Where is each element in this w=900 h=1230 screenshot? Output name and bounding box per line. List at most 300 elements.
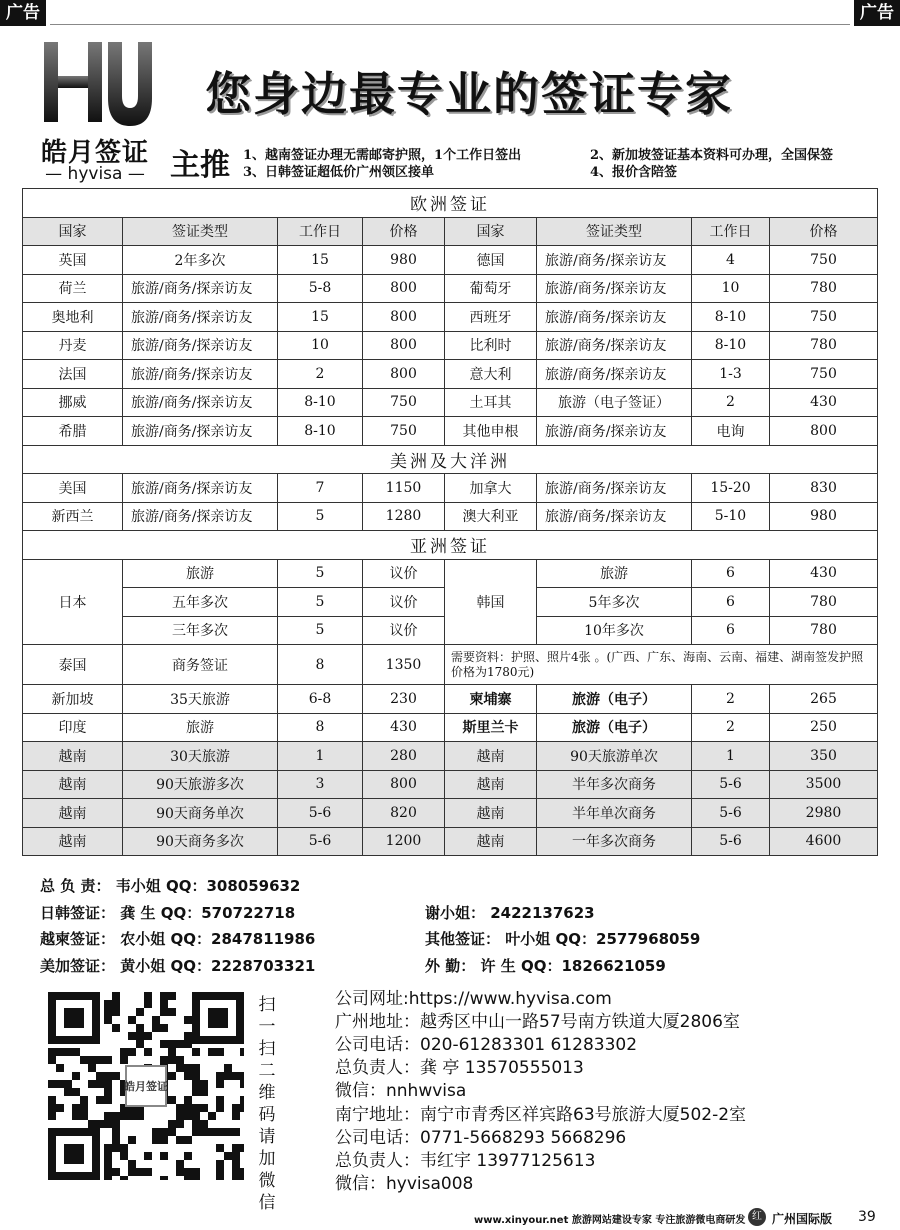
qr-module	[160, 1128, 168, 1136]
table-cell: 10	[278, 331, 363, 360]
qr-module	[120, 1144, 128, 1152]
table-cell: 旅游/商务/探亲访友	[537, 274, 692, 303]
qr-module	[168, 1072, 176, 1080]
page-footer	[0, 1206, 900, 1230]
qr-module	[104, 1008, 112, 1016]
qr-module	[120, 1152, 128, 1160]
table-row	[23, 742, 878, 771]
table-cell: 旅游	[123, 559, 278, 588]
table-cell: 35天旅游	[123, 685, 278, 714]
contact-main: 总 负 责： 韦小姐 QQ：308059632	[40, 877, 301, 895]
qr-module	[72, 1104, 80, 1112]
qr-module	[80, 1096, 88, 1104]
qr-module	[128, 1032, 136, 1040]
table-row	[23, 417, 878, 446]
qr-module	[192, 1112, 200, 1120]
qr-module	[176, 1064, 184, 1072]
qr-module	[48, 1080, 56, 1088]
table-cell: 半年单次商务	[537, 799, 692, 828]
qr-module	[80, 1112, 88, 1120]
qr-module	[176, 1168, 184, 1176]
column-header: 签证类型	[123, 217, 278, 246]
qr-module	[176, 1104, 184, 1112]
table-cell: 希腊	[23, 417, 123, 446]
qr-module	[104, 1168, 112, 1176]
qr-module	[216, 1080, 224, 1088]
qr-module	[112, 992, 120, 1000]
table-row	[23, 645, 878, 685]
table-row	[23, 360, 878, 389]
qr-module	[184, 1064, 192, 1072]
table-cell: 新加坡	[23, 685, 123, 714]
qr-module	[128, 1160, 136, 1168]
table-cell: 三年多次	[123, 616, 278, 645]
table-cell: 印度	[23, 713, 123, 742]
hv-logo-icon	[30, 36, 160, 136]
qr-module	[160, 1176, 168, 1180]
qr-module	[112, 1008, 120, 1016]
table-cell: 一年多次商务	[537, 827, 692, 856]
table-cell: 350	[770, 742, 878, 771]
table-cell: 旅游/商务/探亲访友	[123, 474, 278, 503]
table-cell: 越南	[445, 770, 537, 799]
qr-module	[176, 1160, 184, 1168]
qr-module	[184, 1016, 192, 1024]
table-cell: 5-8	[278, 274, 363, 303]
qr-module	[192, 1048, 200, 1056]
qr-center-logo: 皓月签证	[124, 1080, 168, 1093]
qr-module	[240, 1176, 244, 1180]
qr-module	[128, 1048, 136, 1056]
table-cell: 旅游/商务/探亲访友	[123, 417, 278, 446]
column-header: 签证类型	[537, 217, 692, 246]
table-cell: 6	[692, 588, 770, 617]
qr-module	[176, 1112, 184, 1120]
table-cell: 8-10	[692, 303, 770, 332]
qr-module	[112, 1112, 120, 1120]
qr-module	[232, 1144, 240, 1152]
table-row	[23, 685, 878, 714]
qr-module	[48, 1096, 56, 1104]
qr-module	[192, 1128, 200, 1136]
table-cell: 3	[278, 770, 363, 799]
qr-module	[88, 1080, 96, 1088]
qr-module	[168, 992, 176, 1000]
contact-usca: 美加签证： 黄小姐 QQ：2228703321	[40, 957, 316, 975]
qr-module	[48, 1056, 56, 1064]
table-cell: 5	[278, 616, 363, 645]
qr-module	[192, 1120, 200, 1128]
qr-module	[184, 1168, 192, 1176]
qr-module	[56, 1080, 64, 1088]
table-cell: 10	[692, 274, 770, 303]
qr-module	[192, 1072, 200, 1080]
qr-module	[80, 1104, 88, 1112]
table-cell: 750	[363, 417, 445, 446]
table-cell: 奥地利	[23, 303, 123, 332]
qr-module	[136, 1024, 144, 1032]
qr-module	[96, 1072, 104, 1080]
qr-module	[200, 1088, 208, 1096]
qr-module	[96, 1096, 104, 1104]
qr-module	[72, 1112, 80, 1120]
column-header: 国家	[445, 217, 537, 246]
qr-module	[232, 1104, 240, 1112]
gz-wechat-line: 微信：nnhwvisa	[335, 1081, 467, 1101]
qr-module	[104, 1096, 112, 1104]
footer-badge-icon: 红	[748, 1208, 766, 1226]
table-cell: 8-10	[278, 388, 363, 417]
qr-module	[120, 1048, 128, 1056]
nn-address-line: 南宁地址：南宁市青秀区祥宾路63号旅游大厦502-2室	[335, 1105, 747, 1125]
table-cell: 议价	[363, 559, 445, 588]
table-cell: 旅游/商务/探亲访友	[123, 303, 278, 332]
contact-vc: 越柬签证： 农小姐 QQ：2847811986	[40, 930, 316, 948]
website-line[interactable]: 公司网址:https://www.hyvisa.com	[335, 989, 612, 1009]
qr-module	[56, 1104, 64, 1112]
table-cell: 英国	[23, 246, 123, 275]
qr-module	[104, 1112, 112, 1120]
qr-module	[112, 1072, 120, 1080]
table-cell: 旅游/商务/探亲访友	[537, 303, 692, 332]
table-cell: 750	[770, 303, 878, 332]
qr-module	[104, 1120, 112, 1128]
qr-module	[136, 1168, 144, 1176]
section-europe	[23, 189, 878, 218]
qr-module	[160, 1136, 168, 1144]
qr-module	[200, 1128, 208, 1136]
table-cell: 5	[278, 502, 363, 531]
qr-module	[136, 1112, 144, 1120]
qr-module	[184, 1152, 192, 1160]
table-cell: 750	[770, 246, 878, 275]
table-cell: 1	[278, 742, 363, 771]
table-cell: 980	[770, 502, 878, 531]
qr-module	[184, 1104, 192, 1112]
qr-module	[240, 1072, 244, 1080]
qr-module	[112, 1136, 120, 1144]
qr-module	[104, 1072, 112, 1080]
table-cell: 2980	[770, 799, 878, 828]
qr-module	[104, 1160, 112, 1168]
table-row	[23, 274, 878, 303]
qr-module	[184, 1112, 192, 1120]
table-cell: 430	[363, 713, 445, 742]
qr-module	[136, 1008, 144, 1016]
qr-module	[72, 1048, 80, 1056]
table-cell: 280	[363, 742, 445, 771]
table-cell: 15-20	[692, 474, 770, 503]
table-cell: 土耳其	[445, 388, 537, 417]
qr-module	[56, 1064, 64, 1072]
headline: 您身边最专业的签证专家	[205, 67, 733, 121]
qr-module	[48, 1104, 56, 1112]
table-cell: 越南	[23, 770, 123, 799]
table-cell: 265	[770, 685, 878, 714]
table-cell: 旅游/商务/探亲访友	[537, 417, 692, 446]
qr-module	[152, 1128, 160, 1136]
qr-module	[88, 1064, 96, 1072]
qr-module	[176, 1120, 184, 1128]
qr-module	[120, 1056, 128, 1064]
qr-module	[224, 1128, 232, 1136]
section-title: 欧洲签证	[23, 189, 878, 218]
qr-module	[160, 1152, 168, 1160]
table-cell: 2年多次	[123, 246, 278, 275]
requirements-note: 需要资料：护照、照片4张 。(广西、广东、海南、云南、福建、湖南签发护照价格为1780元)	[445, 645, 878, 685]
table-cell: 1280	[363, 502, 445, 531]
qr-module	[208, 1048, 216, 1056]
qr-module	[64, 1080, 72, 1088]
table-cell: 商务签证	[123, 645, 278, 685]
qr-module	[192, 1080, 200, 1088]
table-cell: 柬埔寨	[445, 685, 537, 714]
table-cell: 800	[363, 770, 445, 799]
section-title: 美洲及大洋洲	[23, 445, 878, 474]
table-cell: 800	[363, 274, 445, 303]
qr-module	[144, 1152, 152, 1160]
table-cell: 澳大利亚	[445, 502, 537, 531]
brand-sub: — hyvisa —	[45, 164, 145, 184]
qr-module	[104, 1152, 112, 1160]
qr-module	[144, 1000, 152, 1008]
qr-module	[216, 1176, 224, 1180]
gz-phone-line: 公司电话：020-61283301 61283302	[335, 1035, 638, 1055]
table-cell: 5	[278, 559, 363, 588]
table-cell: 电询	[692, 417, 770, 446]
column-header: 工作日	[692, 217, 770, 246]
qr-module	[160, 1008, 168, 1016]
qr-module	[112, 1168, 120, 1176]
table-cell: 旅游/商务/探亲访友	[123, 274, 278, 303]
table-cell: 2	[692, 713, 770, 742]
table-cell: 斯里兰卡	[445, 713, 537, 742]
qr-module	[144, 1168, 152, 1176]
country-cell: 韩国	[445, 559, 537, 645]
table-cell: 越南	[23, 799, 123, 828]
table-cell: 830	[770, 474, 878, 503]
country-cell: 日本	[23, 559, 123, 645]
table-cell: 越南	[23, 742, 123, 771]
table-cell: 90天旅游多次	[123, 770, 278, 799]
section-americas	[23, 445, 878, 474]
qr-module	[216, 1144, 224, 1152]
table-cell: 2	[692, 388, 770, 417]
qr-module	[112, 1144, 120, 1152]
contact-jk: 日韩签证： 龚 生 QQ：570722718	[40, 904, 296, 922]
table-cell: 1-3	[692, 360, 770, 389]
qr-module	[112, 1128, 120, 1136]
scan-instruction: 扫一扫二维码请加微信	[258, 995, 276, 1213]
column-header: 价格	[770, 217, 878, 246]
table-cell: 90天商务单次	[123, 799, 278, 828]
table-cell: 旅游（电子）	[537, 685, 692, 714]
table-cell: 780	[770, 588, 878, 617]
qr-module	[72, 1072, 80, 1080]
nn-manager-line: 总负责人：韦红宇 13977125613	[335, 1151, 596, 1171]
table-cell: 丹麦	[23, 331, 123, 360]
qr-module	[232, 1072, 240, 1080]
qr-module	[232, 1112, 240, 1120]
qr-module	[216, 1104, 224, 1112]
table-cell: 德国	[445, 246, 537, 275]
qr-module	[128, 1136, 136, 1144]
qr-module	[160, 1000, 168, 1008]
table-cell: 7	[278, 474, 363, 503]
qr-module	[104, 1000, 112, 1008]
table-cell: 2	[692, 685, 770, 714]
qr-module	[184, 1136, 192, 1144]
qr-module	[240, 1104, 244, 1112]
qr-module	[240, 1048, 244, 1056]
table-cell: 800	[363, 360, 445, 389]
table-cell: 泰国	[23, 645, 123, 685]
table-cell: 8	[278, 645, 363, 685]
table-cell: 越南	[445, 742, 537, 771]
table-row	[23, 474, 878, 503]
guangzhou-info	[335, 988, 740, 1103]
table-cell: 2	[278, 360, 363, 389]
qr-module	[208, 1112, 216, 1120]
table-cell: 意大利	[445, 360, 537, 389]
table-cell: 230	[363, 685, 445, 714]
qr-module	[128, 1112, 136, 1120]
table-cell: 挪威	[23, 388, 123, 417]
table-cell: 4	[692, 246, 770, 275]
table-row	[23, 799, 878, 828]
qr-module	[184, 1072, 192, 1080]
qr-module	[104, 1088, 112, 1096]
table-cell: 5	[278, 588, 363, 617]
qr-module	[192, 1064, 200, 1072]
table-cell: 美国	[23, 474, 123, 503]
gz-manager-line: 总负责人：龚 亭 13570555013	[335, 1058, 584, 1078]
qr-module	[160, 992, 168, 1000]
qr-module	[192, 1176, 200, 1180]
table-cell: 旅游/商务/探亲访友	[123, 388, 278, 417]
table-cell: 250	[770, 713, 878, 742]
qr-module	[48, 1112, 56, 1120]
qr-module	[144, 1048, 152, 1056]
qr-module	[232, 1128, 240, 1136]
table-cell: 780	[770, 274, 878, 303]
qr-module	[96, 1080, 104, 1088]
ad-tag-right: 广告	[854, 0, 900, 26]
table-cell: 800	[363, 303, 445, 332]
table-cell: 90天旅游单次	[537, 742, 692, 771]
section-title: 亚洲签证	[23, 531, 878, 560]
qr-module	[160, 1040, 168, 1048]
qr-module	[240, 1080, 244, 1088]
qr-module	[240, 1144, 244, 1152]
qr-module	[240, 1096, 244, 1104]
table-cell: 4600	[770, 827, 878, 856]
footer-edition: 广州国际版	[772, 1212, 833, 1226]
table-row	[23, 770, 878, 799]
qr-module	[224, 1072, 232, 1080]
table-cell: 5-10	[692, 502, 770, 531]
table-row	[23, 502, 878, 531]
qr-module	[112, 1120, 120, 1128]
table-cell: 5-6	[692, 770, 770, 799]
qr-module	[216, 1048, 224, 1056]
table-cell: 旅游/商务/探亲访友	[123, 331, 278, 360]
table-cell: 5年多次	[537, 588, 692, 617]
table-cell: 1150	[363, 474, 445, 503]
qr-module	[168, 1040, 176, 1048]
table-row	[23, 331, 878, 360]
qr-module	[64, 1048, 72, 1056]
table-cell: 750	[770, 360, 878, 389]
table-cell: 800	[363, 331, 445, 360]
qr-module	[72, 1088, 80, 1096]
qr-module	[96, 1120, 104, 1128]
table-cell: 荷兰	[23, 274, 123, 303]
table-cell: 旅游	[537, 559, 692, 588]
qr-module	[128, 1168, 136, 1176]
table-cell: 旅游/商务/探亲访友	[537, 246, 692, 275]
nn-wechat-line: 微信：hyvisa008	[335, 1174, 474, 1194]
table-cell: 旅游/商务/探亲访友	[537, 360, 692, 389]
table-cell: 6-8	[278, 685, 363, 714]
qr-module	[104, 1056, 112, 1064]
push-point-3: 3、日韩签证超低价广州领区接单	[243, 165, 435, 180]
qr-module	[168, 1048, 176, 1056]
qr-module	[112, 1000, 120, 1008]
table-cell: 980	[363, 246, 445, 275]
wechat-qr-code[interactable]	[48, 992, 244, 1180]
qr-module	[152, 1136, 160, 1144]
qr-module	[104, 1080, 112, 1088]
qr-module	[136, 1032, 144, 1040]
qr-module	[152, 1024, 160, 1032]
table-cell: 西班牙	[445, 303, 537, 332]
table-cell: 430	[770, 388, 878, 417]
qr-module	[128, 1016, 136, 1024]
table-cell: 3500	[770, 770, 878, 799]
qr-module	[80, 1056, 88, 1064]
qr-module	[216, 1168, 224, 1176]
qr-module	[64, 1088, 72, 1096]
table-cell: 其他申根	[445, 417, 537, 446]
table-cell: 旅游/商务/探亲访友	[123, 502, 278, 531]
table-header	[23, 217, 878, 246]
table-row	[23, 303, 878, 332]
table-cell: 15	[278, 303, 363, 332]
table-cell: 5-6	[692, 827, 770, 856]
column-header: 国家	[23, 217, 123, 246]
push-point-4: 4、报价含陪签	[590, 165, 678, 180]
table-row	[23, 388, 878, 417]
qr-module	[88, 1120, 96, 1128]
qr-module	[152, 1016, 160, 1024]
qr-module	[216, 1160, 224, 1168]
qr-module	[168, 1128, 176, 1136]
qr-module	[232, 1168, 240, 1176]
contact-xie: 谢小姐： 2422137623	[425, 904, 595, 922]
top-divider	[50, 24, 850, 25]
table-cell: 15	[278, 246, 363, 275]
table-cell: 30天旅游	[123, 742, 278, 771]
section-asia	[23, 531, 878, 560]
footer-site[interactable]: www.xinyour.net 旅游网站建设专家 专注旅游微电商研发	[474, 1215, 746, 1226]
table-cell: 半年多次商务	[537, 770, 692, 799]
qr-module	[160, 1056, 168, 1064]
qr-module	[184, 1032, 192, 1040]
table-cell: 1200	[363, 827, 445, 856]
page-number: 39	[858, 1209, 876, 1225]
table-cell: 新西兰	[23, 502, 123, 531]
